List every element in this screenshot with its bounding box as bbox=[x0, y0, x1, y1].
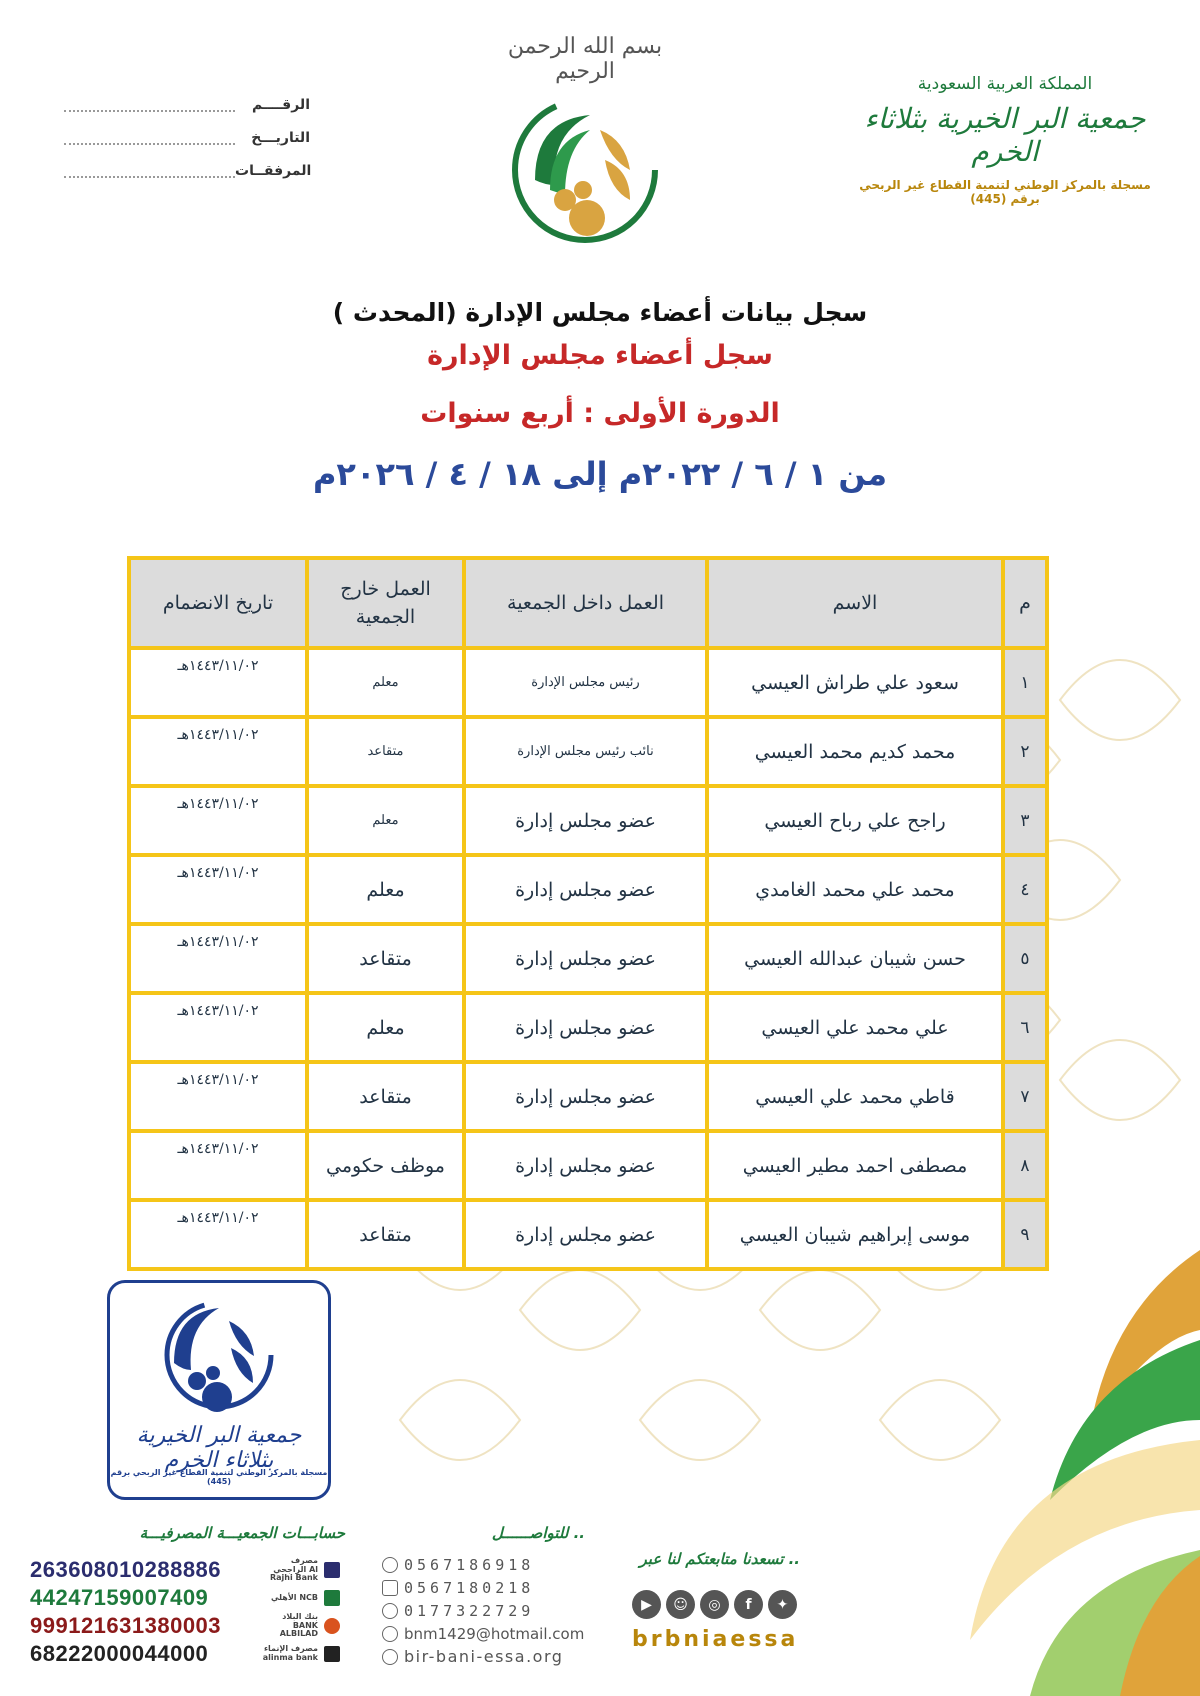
cell-join-date: ١٤٤٣/١١/٠٢هـ bbox=[129, 1062, 307, 1131]
albilad-icon bbox=[324, 1618, 340, 1634]
contact-row-web bbox=[382, 1645, 592, 1668]
alinma-icon bbox=[324, 1646, 340, 1662]
term-period: من ١ / ٦ / ٢٠٢٢م إلى ١٨ / ٤ / ٢٠٢٦م bbox=[312, 455, 888, 493]
snapchat-icon[interactable]: ☺ bbox=[666, 1590, 695, 1619]
table-row bbox=[129, 717, 1047, 786]
bank-name: مصرف الراجحي Al Rajhi Bank bbox=[269, 1555, 318, 1583]
header-num: م bbox=[1003, 558, 1047, 648]
cell-name: راجح علي رباح العيسي bbox=[707, 786, 1003, 855]
cell-name: علي محمد علي العيسي bbox=[707, 993, 1003, 1062]
cell-num: ٢ bbox=[1003, 717, 1047, 786]
contact-title: للتواصــــــل .. bbox=[491, 1524, 585, 1542]
table-row bbox=[129, 648, 1047, 717]
cell-outside-role: موظف حكومي bbox=[307, 1131, 464, 1200]
cell-name: قاطي محمد علي العيسي bbox=[707, 1062, 1003, 1131]
cell-inside-role: عضو مجلس إدارة bbox=[464, 1131, 707, 1200]
cell-join-date: ١٤٤٣/١١/٠٢هـ bbox=[129, 648, 307, 717]
cell-num: ٨ bbox=[1003, 1131, 1047, 1200]
document-meta-fields bbox=[60, 88, 310, 187]
cell-inside-role: عضو مجلس إدارة bbox=[464, 1200, 707, 1269]
contact-row-email bbox=[382, 1622, 592, 1645]
bank-row-rajhi bbox=[30, 1556, 350, 1584]
follow-us-title: تسعدنا متابعتكم لنا عبر .. bbox=[639, 1550, 800, 1568]
cell-num: ٦ bbox=[1003, 993, 1047, 1062]
bank-account-number: 999121631380003 bbox=[30, 1613, 222, 1638]
cell-name: موسى إبراهيم شيبان العيسي bbox=[707, 1200, 1003, 1269]
table-row bbox=[129, 786, 1047, 855]
basmala: بسم الله الرحمن الرحيم bbox=[507, 34, 663, 84]
cell-join-date: ١٤٤٣/١١/٠٢هـ bbox=[129, 855, 307, 924]
meta-dots-attachments bbox=[64, 164, 235, 178]
meta-label-number: الرقــــم bbox=[251, 96, 310, 113]
contact-row-mobile bbox=[382, 1576, 592, 1599]
table-row bbox=[129, 1131, 1047, 1200]
cell-join-date: ١٤٤٣/١١/٠٢هـ bbox=[129, 1131, 307, 1200]
whatsapp-number[interactable]: 0567186918 bbox=[404, 1555, 535, 1574]
bank-name: بنك البلاد BANK ALBILAD bbox=[279, 1611, 318, 1639]
rajhi-icon bbox=[324, 1562, 340, 1578]
table-row bbox=[129, 1062, 1047, 1131]
contact-row-whatsapp bbox=[382, 1553, 592, 1576]
organization-logo bbox=[505, 90, 665, 250]
board-members-table bbox=[127, 556, 1049, 1271]
cell-inside-role: رئيس مجلس الإدارة bbox=[464, 648, 707, 717]
cell-name: حسن شيبان عبدالله العيسي bbox=[707, 924, 1003, 993]
cell-num: ٥ bbox=[1003, 924, 1047, 993]
org-country: المملكة العربية السعودية bbox=[917, 74, 1093, 94]
bank-accounts-list bbox=[30, 1556, 350, 1668]
cell-outside-role: معلم bbox=[307, 855, 464, 924]
table-row bbox=[129, 855, 1047, 924]
contact-row-phone bbox=[382, 1599, 592, 1622]
cell-outside-role: متقاعد bbox=[307, 717, 464, 786]
cell-join-date: ١٤٤٣/١١/٠٢هـ bbox=[129, 717, 307, 786]
header-outside-role: العمل خارج الجمعية bbox=[307, 558, 464, 648]
table-row bbox=[129, 1200, 1047, 1269]
meta-label-date: التاريـــخ bbox=[251, 129, 310, 146]
cell-inside-role: عضو مجلس إدارة bbox=[464, 993, 707, 1062]
meta-dots-number bbox=[64, 98, 235, 112]
cell-name: سعود علي طراش العيسي bbox=[707, 648, 1003, 717]
bank-row-alinma bbox=[30, 1640, 350, 1668]
badge-registration: مسجلة بالمركز الوطني لتنمية القطاع غير الربحي برقم (445) bbox=[110, 1468, 328, 1486]
cell-outside-role: معلم bbox=[307, 786, 464, 855]
social-links bbox=[632, 1590, 812, 1619]
social-handle: brbniaessa bbox=[632, 1627, 799, 1652]
bank-account-number: 263608010288886 bbox=[30, 1557, 222, 1582]
meta-row-number bbox=[60, 88, 310, 121]
youtube-icon[interactable]: ▶ bbox=[632, 1590, 661, 1619]
meta-row-date bbox=[60, 121, 310, 154]
cell-inside-role: عضو مجلس إدارة bbox=[464, 1062, 707, 1131]
cell-num: ١ bbox=[1003, 648, 1047, 717]
web-icon bbox=[382, 1649, 398, 1665]
table-header-row bbox=[129, 558, 1047, 648]
cell-name: مصطفى احمد مطير العيسي bbox=[707, 1131, 1003, 1200]
cell-num: ٧ bbox=[1003, 1062, 1047, 1131]
org-name: جمعية البر الخيرية بثلاثاء الخرم bbox=[864, 102, 1146, 168]
email-icon bbox=[382, 1626, 398, 1642]
cell-inside-role: نائب رئيس مجلس الإدارة bbox=[464, 717, 707, 786]
whatsapp-icon bbox=[382, 1557, 398, 1573]
mobile-icon bbox=[382, 1580, 398, 1596]
table-row bbox=[129, 993, 1047, 1062]
organization-header bbox=[845, 74, 1165, 206]
meta-dots-date bbox=[64, 131, 235, 145]
document-title: سجل بيانات أعضاء مجلس الإدارة (المحدث ) bbox=[332, 298, 868, 327]
cell-inside-role: عضو مجلس إدارة bbox=[464, 786, 707, 855]
phone-icon bbox=[382, 1603, 398, 1619]
cell-name: محمد علي محمد الغامدي bbox=[707, 855, 1003, 924]
phone-number[interactable]: 0177322729 bbox=[404, 1601, 535, 1620]
bank-row-albilad bbox=[30, 1612, 350, 1640]
cell-inside-role: عضو مجلس إدارة bbox=[464, 924, 707, 993]
table-row bbox=[129, 924, 1047, 993]
header-name: الاسم bbox=[707, 558, 1003, 648]
cell-join-date: ١٤٤٣/١١/٠٢هـ bbox=[129, 786, 307, 855]
twitter-icon[interactable]: ✦ bbox=[768, 1590, 797, 1619]
meta-row-attachments bbox=[60, 154, 310, 187]
instagram-icon[interactable]: ◎ bbox=[700, 1590, 729, 1619]
cell-inside-role: عضو مجلس إدارة bbox=[464, 855, 707, 924]
contact-list bbox=[382, 1553, 592, 1668]
cell-outside-role: معلم bbox=[307, 648, 464, 717]
header-join-date: تاريخ الانضمام bbox=[129, 558, 307, 648]
email-link[interactable]: bnm1429@hotmail.com bbox=[404, 1624, 585, 1643]
bank-name: الأهلي NCB bbox=[270, 1592, 318, 1602]
cell-join-date: ١٤٤٣/١١/٠٢هـ bbox=[129, 924, 307, 993]
cell-outside-role: متقاعد bbox=[307, 924, 464, 993]
facebook-icon[interactable]: f bbox=[734, 1590, 763, 1619]
cell-outside-role: متقاعد bbox=[307, 1062, 464, 1131]
bank-name: مصرف الإنماء alinma bank bbox=[262, 1644, 318, 1662]
document-subtitle: سجل أعضاء مجلس الإدارة bbox=[427, 340, 773, 371]
ncb-icon bbox=[324, 1590, 340, 1606]
website-link[interactable]: bir-bani-essa.org bbox=[404, 1647, 564, 1666]
mobile-number[interactable]: 0567180218 bbox=[404, 1578, 535, 1597]
bank-account-number: 68222000044000 bbox=[30, 1641, 209, 1666]
cell-num: ٩ bbox=[1003, 1200, 1047, 1269]
cell-name: محمد كديم محمد العيسي bbox=[707, 717, 1003, 786]
cell-outside-role: متقاعد bbox=[307, 1200, 464, 1269]
cell-join-date: ١٤٤٣/١١/٠٢هـ bbox=[129, 1200, 307, 1269]
term-title: الدورة الأولى : أربع سنوات bbox=[420, 398, 780, 429]
organization-badge bbox=[107, 1280, 331, 1500]
cell-num: ٤ bbox=[1003, 855, 1047, 924]
cell-join-date: ١٤٤٣/١١/٠٢هـ bbox=[129, 993, 307, 1062]
header-inside-role: العمل داخل الجمعية bbox=[464, 558, 707, 648]
bank-row-ncb bbox=[30, 1584, 350, 1612]
cell-outside-role: معلم bbox=[307, 993, 464, 1062]
badge-org-name: جمعية البر الخيرية بثلاثاء الخرم bbox=[136, 1423, 302, 1473]
bank-account-number: 44247159007409 bbox=[30, 1585, 209, 1610]
meta-label-attachments: المرفقــات bbox=[235, 162, 312, 179]
badge-logo-icon bbox=[159, 1293, 279, 1423]
bank-accounts-title: حسابـــات الجمعيـــة المصرفيـــة bbox=[139, 1524, 345, 1542]
org-registration: مسجلة بالمركز الوطني لتنمية القطاع غير الربحي برقم (445) bbox=[859, 178, 1151, 206]
cell-num: ٣ bbox=[1003, 786, 1047, 855]
